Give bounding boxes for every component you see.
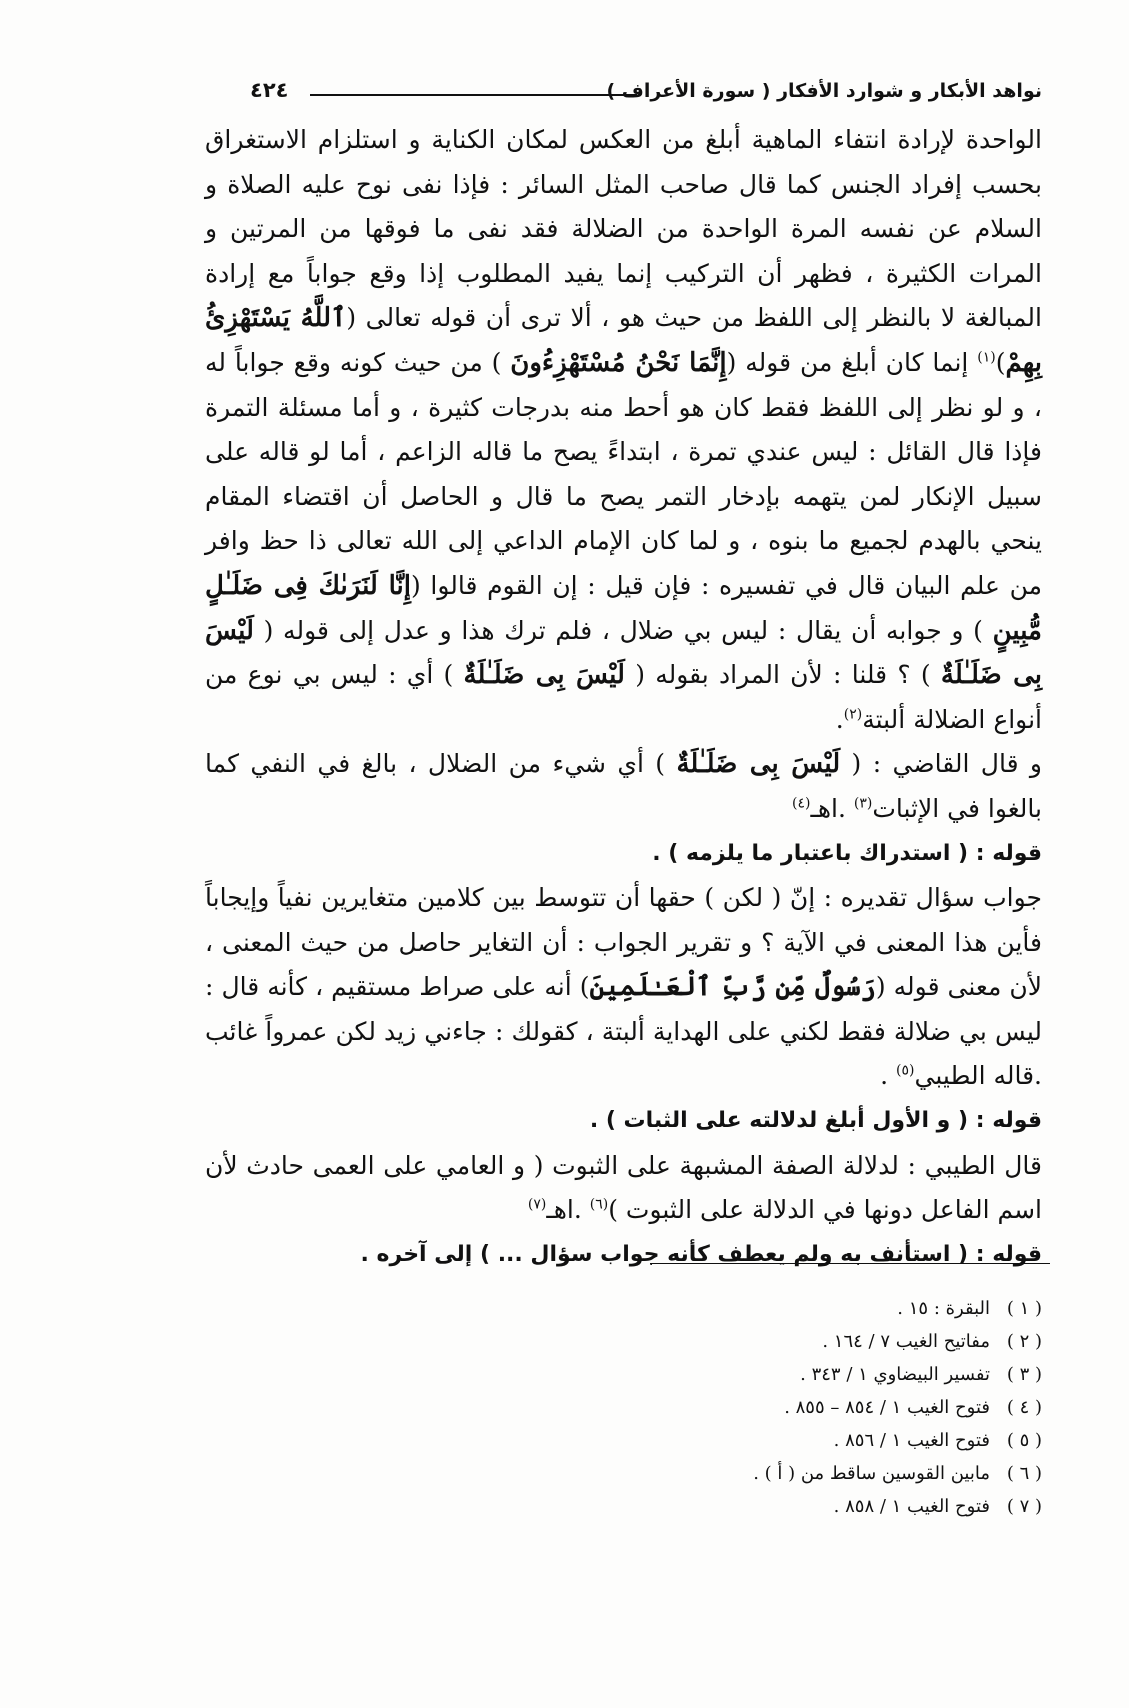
footnote-number: ( ٤ ) — [1006, 1397, 1042, 1418]
page-number: ٤٢٤ — [250, 78, 289, 102]
footnote-text: فتوح الغيب ١ / ٨٥٨ . — [833, 1496, 990, 1517]
section-heading-1: قوله : ( استدراك باعتبار ما يلزمه ) . — [652, 840, 1042, 866]
quran-quote: إِنَّا لَنَرَىٰكَ فِى ضَلَـٰلٍ مُّبِينٍ — [205, 570, 1042, 646]
quran-quote: لَيْسَ بِى ضَلَـٰلَةٌ — [463, 660, 625, 691]
quran-quote: إِنَّمَا نَحْنُ مُسْتَهْزِءُونَ — [510, 347, 727, 378]
footnotes — [400, 1292, 1042, 1523]
footnote-number: ( ٢ ) — [1006, 1331, 1042, 1352]
footnote-number: ( ٦ ) — [1006, 1463, 1042, 1484]
footnote-ref: (٤) — [792, 795, 811, 812]
footnote-item — [400, 1325, 1042, 1358]
quran-quote: ٱللَّهُ يَسْتَهْزِئُ بِهِمْ — [205, 303, 1042, 378]
footnote-ref: (٥) — [896, 1063, 915, 1080]
footnote-separator — [650, 1263, 1050, 1264]
footnote-item — [400, 1358, 1042, 1391]
footnote-item — [400, 1391, 1042, 1424]
footnote-ref: (٢) — [843, 706, 863, 723]
quran-quote: لَيْسَ بِى ضَلَـٰلَةٌ — [676, 749, 841, 780]
footnote-text: مفاتيح الغيب ٧ / ١٦٤ . — [822, 1331, 990, 1352]
footnote-item — [400, 1292, 1042, 1325]
footnote-text: تفسير البيضاوي ١ / ٣٤٣ . — [800, 1364, 990, 1385]
section-heading-2: قوله : ( و الأول أبلغ لدلالته على الثبات ) . — [589, 1108, 1042, 1134]
running-title: نواهد الأبكار و شوارد الأفكار ( سورة الأعراف ) — [606, 80, 1042, 102]
quran-quote: رَسُولٌ مِّن رَّبِّ ٱلْعَـٰلَمِينَ — [589, 972, 876, 1003]
paragraph-1: الواحدة لإرادة انتفاء الماهية أبلغ من العكس لمكان الكناية و استلزام الاستغراق بحسب إفراد الجنس كما قال صاحب المثل السائر : فإذا نفى نوح عليه الصلاة و السلام عن نفسه المرة الواحدة من الضلالة فقد نفى ما فوقها من المرتين و المرات الكثيرة ، فظهر أن التركيب إنما يفيد المطلوب إذا وقع جواباً مع إرادة المبالغة لا بالنظر إلى اللفظ من حيث هو ، ألا ترى أن قوله تعالى (ٱللَّهُ يَسْتَهْزِئُ بِهِمْ)$^{(١)}$ إنما كان أبلغ من قوله (إِنَّمَا نَحْنُ مُسْتَهْزِءُونَ ) من حيث كونه وقع جواباً له ، و لو نظر إلى اللفظ فقط كان هو أحط منه بدرجات كثيرة ، و أما مسئلة التمرة فإذا قال القائل : ليس عندي تمرة ، ابتداءً يصح ما قاله الزاعم ، أما لو قاله على سبيل الإنكار لمن يتهمه بإدخار التمر يصح ما قال و الحاصل أن اقتضاء المقام ينحي بالهدم لجميع ما بنوه ، و لما كان الإمام الداعي إلى الله تعالى ذا حظ وافر من علم البيان قال في تفسيره : فإن قيل : إن القوم قالوا (إِنَّا لَنَرَىٰكَ فِى ضَلَـٰلٍ مُّبِينٍ ) و جوابه أن يقال : ليس بي ضلال ، فلم ترك هذا و عدل إلى قوله ( لَيْسَ بِى ضَلَـٰلَةٌ ) ؟ قلنا : لأن المراد بقوله ( لَيْسَ بِى ضَلَـٰلَةٌ ) أي : ليس بي نوع من أنواع الضلالة ألبتة$^{(٢)}$. — [205, 125, 1043, 734]
quran-quote: لَيْسَ بِى ضَلَـٰلَةٌ — [205, 615, 1043, 691]
footnote-ref: (٧) — [527, 1196, 547, 1213]
main-text — [205, 118, 1042, 1277]
footnote-number: ( ٥ ) — [1006, 1430, 1042, 1451]
footnote-number: ( ٧ ) — [1006, 1496, 1042, 1517]
footnote-ref: (١) — [977, 349, 996, 366]
footnote-text: مابين القوسين ساقط من ( أ ) . — [753, 1463, 990, 1484]
section-heading-3: قوله : ( استأنف به ولم يعطف كأنه جواب سؤال ... ) إلى آخره . — [360, 1241, 1042, 1267]
footnote-ref: (٦) — [589, 1196, 609, 1213]
footnote-item — [400, 1457, 1042, 1490]
footnote-item — [400, 1424, 1042, 1457]
paragraph-4: قال الطيبي : لدلالة الصفة المشبهة على الثبوت ( و العامي على العمى حادث لأن اسم الفاعل دونها في الدلالة على الثبوت )$^{(٦)}$ .اهـ$^{(٧)}$ — [205, 1150, 1042, 1225]
footnote-number: ( ١ ) — [1006, 1298, 1042, 1319]
footnote-ref: (٣) — [853, 795, 873, 812]
paragraph-3: جواب سؤال تقديره : إنّ ( لكن ) حقها أن تتوسط بين كلامين متغايرين نفياً وإيجاباً فأين هذا المعنى في الآية ؟ و تقرير الجواب : أن التغاير حاصل من حيث المعنى ، لأن معنى قوله (رَسُولٌ مِّن رَّبِّ ٱلْعَـٰلَمِينَ) أنه على صراط مستقيم ، كأنه قال : ليس بي ضلالة فقط لكني على الهداية ألبتة ، كقولك : جاءني زيد لكن عمرواً غائب .قاله الطيبي$^{(٥)}$ . — [205, 883, 1043, 1091]
footnote-text: البقرة : ١٥ . — [897, 1298, 990, 1319]
paragraph-2: و قال القاضي : ( لَيْسَ بِى ضَلَـٰلَةٌ ) أي شيء من الضلال ، بالغ في النفي كما بالغوا في الإثبات$^{(٣)}$ .اهـ$^{(٤)}$ — [205, 749, 1042, 823]
header-rule — [310, 94, 637, 96]
footnote-text: فتوح الغيب ١ / ٨٥٤ – ٨٥٥ . — [784, 1397, 990, 1418]
footnote-text: فتوح الغيب ١ / ٨٥٦ . — [833, 1430, 990, 1451]
page-header — [250, 78, 1042, 108]
footnote-item — [400, 1490, 1042, 1523]
footnote-number: ( ٣ ) — [1006, 1364, 1042, 1385]
